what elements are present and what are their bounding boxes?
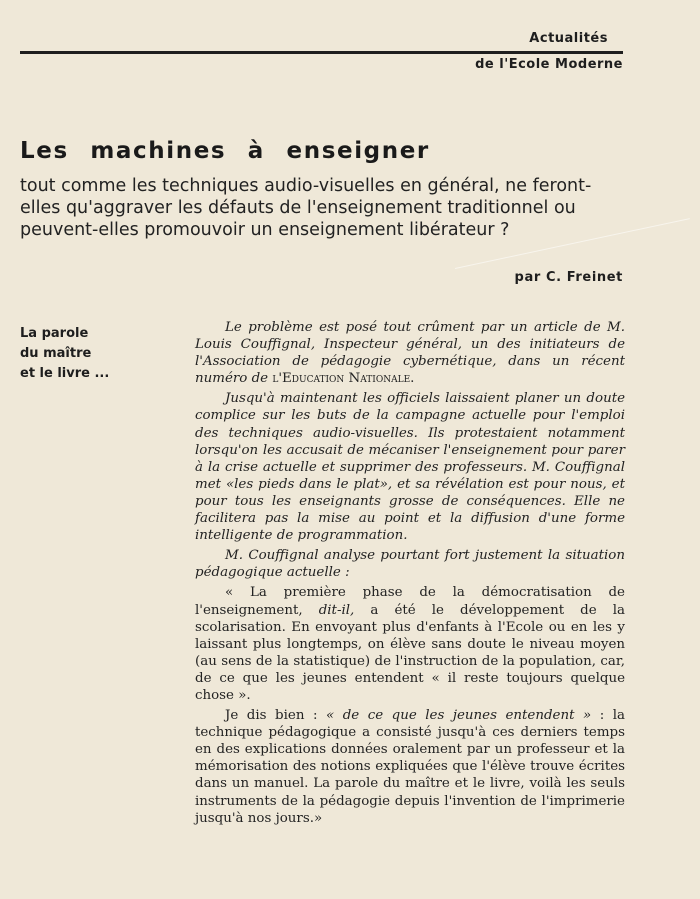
- paragraph-text: : la technique pédagogique a consisté jusqu'à ces derniers temps en des explications données oralement par un professeur et la mémorisation des notions expliquées que l'élève trouve écrites dans un manuel. La parole du maître et le livre, voilà les seuls instruments de la pédagogie depuis l'invention de l'imprimerie jusqu'à nos jours.»: [195, 708, 625, 826]
- quoted-phrase: « de ce que les jeunes entendent »: [325, 708, 592, 724]
- article-body: [195, 319, 625, 830]
- article-title: Les machines à enseigner: [20, 138, 430, 164]
- section-header: Actualités: [529, 31, 608, 46]
- paragraph-text: Le problème est posé tout crûment par un article de M. Louis Couffignal, Inspecteur général, un des initiateurs de l'Association de pédagogie cybernétique, dans un récent numéro de: [195, 320, 625, 387]
- paragraph: [195, 707, 625, 827]
- paragraph-text: Je dis bien :: [225, 708, 318, 724]
- paragraph: Jusqu'à maintenant les officiels laissaient planer un doute complice sur les buts de la campagne actuelle pour l'emploi des techniques audio-visuelles. Ils protestaient notamment lorsqu'on les accusait de mécaniser l'enseignement pour parer à la crise actuelle et supprimer des professeurs. M. Couffignal met «les pieds dans le plat», et sa révélation est pour nous, et pour tous les enseignants grosse de conséquences. Elle ne facilitera pas la mise au point et la diffusion d'une forme intelligente de programmation.: [195, 391, 625, 544]
- quote-attribution: dit-il,: [318, 602, 355, 618]
- article-subtitle: tout comme les techniques audio-visuelles en général, ne feront-elles qu'aggraver les défauts de l'enseignement traditionnel ou peuvent-elles promouvoir un enseignement libérateur ?: [20, 176, 592, 240]
- source-name: l'Education Nationale.: [272, 371, 415, 387]
- quote-paragraph: [195, 584, 625, 704]
- header-rule: [20, 51, 623, 54]
- sidebar-line: La parole: [20, 326, 89, 341]
- paragraph: M. Couffignal analyse pourtant fort justement la situation pédagogique actuelle :: [195, 548, 625, 581]
- quote-text: « La première phase de la démocratisation de l'enseignement,: [195, 585, 625, 618]
- sidebar-heading: [20, 324, 130, 384]
- sidebar-line: et le livre ...: [20, 366, 110, 381]
- article-byline: par C. Freinet: [514, 270, 623, 285]
- sidebar-line: du maître: [20, 346, 92, 361]
- quote-text: a été le développement de la scolarisation. En envoyant plus d'enfants à l'Ecole ou en les y laissant plus longtemps, on élève sans doute le niveau moyen (au sens de la statistique) de l'instruction de la population, car, de ce que les jeunes entendent « il reste toujours quelque chose ».: [195, 602, 626, 703]
- publication-name: de l'Ecole Moderne: [475, 57, 623, 72]
- paragraph: [195, 319, 625, 387]
